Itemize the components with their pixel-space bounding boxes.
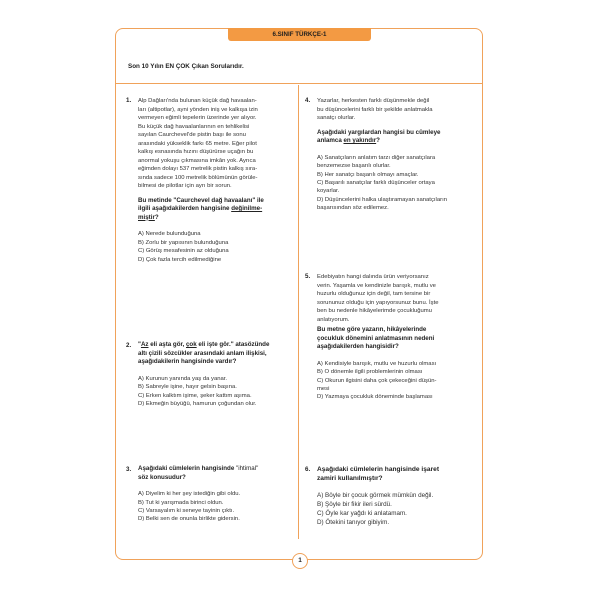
option-c[interactable]: C) Öyle kar yağdı ki anlatamam. xyxy=(317,510,407,517)
page-number: 1 xyxy=(292,553,308,569)
option-b[interactable]: B) Şöyle bir fikir ileri sürdü. xyxy=(317,501,392,508)
question-prompt: Bu metinde "Caurchevel dağ havaalanı" ile ilgili aşağıdakilerden hangisine değinilme- miştir? xyxy=(138,196,264,221)
question-6 xyxy=(305,465,477,527)
question-number: 4. xyxy=(305,97,311,104)
option-d[interactable]: D) Düşüncelerini halka ulaştıramayan sanatçıların başarısından söz edilemez. xyxy=(317,196,447,212)
answer-options xyxy=(138,490,295,524)
exam-page xyxy=(108,24,488,572)
question-prompt: Aşağıdaki cümlelerin hangisinde "ihtimal" söz konusudur? xyxy=(138,465,259,481)
answer-options xyxy=(138,230,292,264)
option-b[interactable]: B) Her sanatçı başarılı olmayı amaçlar. xyxy=(317,171,419,178)
page-subtitle: Son 10 Yılın EN ÇOK Çıkan Sorularıdır. xyxy=(128,63,244,70)
question-number: 1. xyxy=(126,97,132,104)
question-number: 6. xyxy=(305,466,311,473)
question-prompt: Bu metne göre yazarın, hikâyelerinde çocukluk dönemini anlatmasının nedeni aşağıdakilerden hangisidir? xyxy=(317,326,435,351)
question-prompt: Aşağıdaki cümlelerin hangisinde işaret zamiri kullanılmıştır? xyxy=(317,466,440,482)
question-stem: Alp Dağları'nda bulunan küçük dağ havaalan- ları (altipotlar), ayni yönden iniş ve kalkışa izin vermeyen eğimli tepelerin üzerinde yer alıyor. Bu küçük dağ havaalanlarının en tehlikelisi sayılan Caurchevel'de pistin başı ile sonu arasındaki yükseklik farkı 65 metre. Eğer pilot kalkış esnasında hızını düşürürse uçağın bu anormal yokuşu çıkmasına imkân yok. Ayrıca eğimden dolayı 537 metrelik pistin kalkış sıra- sında sadece 100 metrelik bölümünün görüle- bilmesi de pilotlar için ayrı bir sorun. xyxy=(138,98,258,189)
option-a[interactable]: A) Nerede bulunduğuna xyxy=(138,231,201,238)
option-a[interactable]: A) Böyle bir çocuk görmek mümkün değil. xyxy=(317,492,434,499)
question-number: 2. xyxy=(126,342,132,349)
option-c[interactable]: C) Başarılı sanatçılar farklı düşünceler ortaya koyarlar. xyxy=(317,179,435,195)
question-prompt: Aşağıdaki yargılardan hangisi bu cümleye anlamca en yakındır? xyxy=(317,128,441,145)
underlined-word: değinilme- miştir xyxy=(138,205,263,221)
question-2 xyxy=(126,341,295,408)
column-divider xyxy=(298,85,299,539)
question-stem: Yazarlar, herkesten farklı düşünmekle değil bu düşüncelerini farklı bir şekilde anlatmakla sanatçı olurlar. xyxy=(317,98,433,121)
answer-options xyxy=(317,360,477,402)
option-d[interactable]: D) Çok fazla tercih edilmediğine xyxy=(138,256,222,263)
option-a[interactable]: A) Diyelim ki her şey istediğin gibi oldu. xyxy=(138,491,241,498)
option-a[interactable]: A) Sanatçıların anlatım tarzı diğer sanatçılara benzemezse başarılı olurlar. xyxy=(317,154,436,170)
question-prompt: "Az eli aşta gör, çok eli işte gör." atasözünde altı çizili sözcükler arasındaki anlam ilişkisi, aşağıdakilerin hangisinde vardır? xyxy=(138,341,270,366)
option-b[interactable]: B) Tut ki yarışmada birinci oldun. xyxy=(138,499,224,506)
option-c[interactable]: C) Varsayalım ki seneye tayinin çıktı. xyxy=(138,508,235,514)
question-stem: Edebiyatın hangi dalında ürün veriyorsanız verin. Yaşamla ve kendinizle barışık, mutlu ve huzurlu olduğunuz için değil, tam tersine bir sorununuz olduğu için yapıyorsunuz bunu. İşte ben bu nedenle hikâyelerimde çocukluğumu anlatıyorum. xyxy=(317,274,439,323)
page-title-banner: 6.SINIF TÜRKÇE-1 xyxy=(228,28,371,41)
question-number: 5. xyxy=(305,273,311,280)
option-a[interactable]: A) Kurunun yanında yaş da yanar. xyxy=(138,375,228,382)
header-divider xyxy=(116,83,482,84)
question-4 xyxy=(305,97,477,213)
question-5 xyxy=(305,273,477,402)
option-b[interactable]: B) O dönemle ilgili problemlerinin olması xyxy=(317,369,423,376)
option-d[interactable]: D) Ötekini tanıyor gibiyim. xyxy=(317,519,390,526)
question-1 xyxy=(126,97,292,264)
option-d[interactable]: D) Yazmaya çocukluk döneminde başlaması xyxy=(317,394,433,401)
page-frame xyxy=(115,28,483,564)
answer-options xyxy=(317,154,477,213)
option-c[interactable]: C) Okurun ilgisini daha çok çekeceğini düşün- mesi xyxy=(317,377,437,392)
option-c[interactable]: C) Erken kalktım işime, şeker kattım aşıma. xyxy=(138,392,252,399)
option-d[interactable]: D) Belki sen de onunla birlikte gidersin. xyxy=(138,516,240,523)
answer-options xyxy=(317,491,477,527)
answer-options xyxy=(138,375,295,409)
option-b[interactable]: B) Sabreyle işine, hayır gelsin başına. xyxy=(138,384,237,391)
option-c[interactable]: C) Görüş mesafesinin az olduğuna xyxy=(138,248,229,255)
option-d[interactable]: D) Ekmeğin büyüğü, hamurun çoğundan olur. xyxy=(138,401,257,407)
option-a[interactable]: A) Kendisiyle barışık, mutlu ve huzurlu olması xyxy=(317,360,437,367)
question-3 xyxy=(126,465,295,524)
option-b[interactable]: B) Zorlu bir yapısının bulunduğuna xyxy=(138,239,229,246)
question-number: 3. xyxy=(126,466,132,473)
